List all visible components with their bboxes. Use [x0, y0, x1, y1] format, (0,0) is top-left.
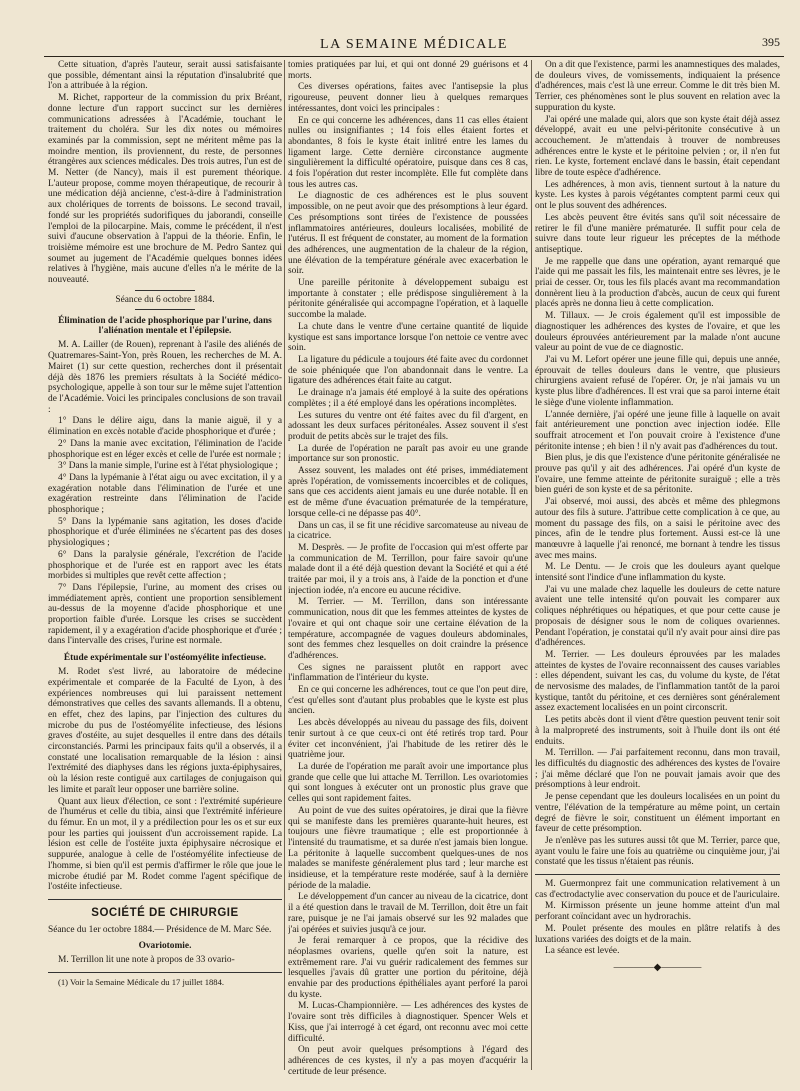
page-header — [44, 34, 784, 57]
paragraph: L'année dernière, j'ai opéré une jeune fille à laquelle on avait fait antérieurement une ponction avec injection iodée. Elle souffrait atrocement et l'on pouvait croire à l'existence d'une péritonite intense ; eh bien ! il n'y avait pas d'adhérences du tout. — [535, 409, 780, 452]
paragraph: La ligature du pédicule a toujours été faite avec du cordonnet de soie phéniquée que l'on abandonnait dans le ventre. La ligature des adhérences était faite au catgut. — [288, 354, 528, 387]
column-divider — [284, 60, 285, 1070]
paragraph: Je pense cependant que les douleurs localisées en un point du ventre, l'élévation de la température au même point, un certain degré de fièvre le soir, constituent un élément important en faveur de cette présomption. — [535, 792, 780, 835]
separator — [135, 309, 195, 310]
paragraph: Assez souvent, les malades ont été prises, immédiatement après l'opération, de vomissements incoercibles et de coliques, sans que ces accidents aient jamais eu une durée notable. Il en est de même d'une évacuation prématurée de la température, lorsque celle-ci ne dépasse pas 40°. — [288, 466, 528, 519]
column-2 — [288, 60, 528, 1080]
conclusion-item: 7° Dans l'épilepsie, l'urine, au moment des crises ou immédiatement après, contient une proportion sensiblement au-dessus de la moyenne d'acide phosphorique et une proportion faible d'urée. Lorsque les crises se succèdent rapidement, il y a exagération d'acide phosphorique et d'urée ; dans l'intervalle des crises, l'urine est normale. — [48, 582, 282, 647]
conclusion-item: 5° Dans la lypémanie sans agitation, les doses d'acide phosphorique et d'urée éliminées ne s'écartent pas des doses physiologiques ; — [48, 516, 282, 549]
paragraph-lucas-championniere: M. Lucas-Championnière. — Les adhérences des kystes de l'ovaire sont très difficiles à diagnostiquer. Spencer Wels et Kiss, que j'ai interrogé à cet égard, ont reconnu avec moi cette difficulté. — [288, 1001, 528, 1044]
conclusion-item: 2° Dans la manie avec excitation, l'élimination de l'acide phosphorique est en léger excès et celle de l'urée est normale ; — [48, 438, 282, 460]
paragraph: J'ai vu M. Lefort opérer une jeune fille qui, depuis une année, éprouvait de telles douleurs dans le ventre, que plusieurs chirurgiens avaient refusé de l'opérer. Or, je n'ai jamais vu un kyste plus libre d'adhérences. Il est vrai que sa paroi interne était le siège d'une violente inflammation. — [535, 354, 780, 408]
paragraph: La chute dans le ventre d'une certaine quantité de liquide kystique est sans importance lorsque l'on nettoie ce ventre avec soin. — [288, 321, 528, 354]
paragraph-guermonprez: M. Guermonprez fait une communication relativement à un cas d'ectrodactylie avec conservation du pouce et de l'auriculaire. — [535, 879, 780, 900]
paragraph: On a dit que l'existence, parmi les anamnestiques des malades, de douleurs vives, de vomissements, indiquaient la présence d'adhérences, mais c'est là une erreur. Comme le dit très bien M. Terrier, ces phénomènes sont le plus souvent en relation avec la suppuration du kyste. — [535, 60, 780, 113]
paragraph: J'ai observé, moi aussi, des abcès et même des phlegmons autour des fils à suture. J'attribue cette complication à ce que, au moment du passage des fils, on a saisi le péritoine avec des pinces, afin de le tendre plus fortement. Aussi est-ce là une manœuvre à laquelle j'ai renoncé, me bornant à tendre les tissus avec mes mains. — [535, 497, 780, 561]
separator — [535, 874, 780, 875]
paragraph-terrillon: M. Terrillon. — J'ai parfaitement reconnu, dans mon travail, les difficultés du diagnostic des adhérences des kystes de l'ovaire ; j'ai même déclaré que l'on ne pouvait jamais avoir que des présomptions à leur endroit. — [535, 748, 780, 791]
journal-title: LA SEMAINE MÉDICALE — [320, 37, 508, 52]
footnote: (1) Voir la Semaine Médicale du 17 juillet 1884. — [58, 977, 225, 988]
paragraph-tillaux: M. Tillaux. — Je crois également qu'il est impossible de diagnostiquer les adhérences des kystes de l'ovaire, et que les douleurs éprouvées antérieurement par la malade n'ont aucune valeur au point de vue de ce diagnostic. — [535, 311, 780, 354]
page-number: 395 — [762, 35, 780, 49]
paragraph: Au point de vue des suites opératoires, je dirai que la fièvre qui se manifeste dans les premières quarante-huit heures, est toujours une fièvre traumatique ; elle est proportionnée à l'intensité du traumatisme, et sa durée n'est jamais bien longue. La péritonite à laquelle succombent quelques-unes de nos malades se manifeste généralement plus tard ; leur marche est insidieuse, et la température reste modérée, sauf à la dernière période de la maladie. — [288, 805, 528, 891]
column-3 — [535, 60, 780, 1080]
paragraph: La durée de l'opération me paraît avoir une importance plus grande que celle que lui attache M. Terrillon. Les ovariotomies qui sont longues à exécuter ont un pronostic plus grave que celles qui sont rapidement faites. — [288, 762, 528, 805]
paragraph: Les sutures du ventre ont été faites avec du fil d'argent, en adossant les deux surfaces péritonéales. Assez souvent il s'est produit de petits abcès sur le trajet des fils. — [288, 410, 528, 442]
section-heading-osteomyelitis: Étude expérimentale sur l'ostéomyélite infectieuse. — [63, 653, 267, 664]
paragraph-lailler: M. A. Lailler (de Rouen), reprenant à l'asile des aliénés de Quatremares-Saint-Yon, près Rouen, les recherches de M. A. Mairet (1) sur cette question, recherches dont il présentait déjà dès 1876 les premiers résultats à la Société médico-psychologique, appelle à son tour sur le même sujet l'attention de l'Académie. Voici les principales conclusions de son travail : — [48, 340, 282, 415]
paragraph: Le développement d'un cancer au niveau de la cicatrice, dont il a été question dans le travail de M. Terrillon, doit être un fait rare, puisque je ne l'ai jamais observé sur les 92 malades que j'ai opérées et suivies jusqu'à ce jour. — [288, 892, 528, 935]
session-date: Séance du 6 octobre 1884. — [115, 294, 215, 305]
conclusion-item: 6° Dans la paralysie générale, l'excrétion de l'acide phosphorique et de l'urée est en rapport avec les états morbides si multiples que revêt cette affection ; — [48, 549, 282, 582]
paragraph: Ces diverses opérations, faites avec l'antisepsie la plus rigoureuse, peuvent donner lieu à quelques remarques intéressantes, dont voici les principales : — [288, 82, 528, 114]
paragraph: Les abcès développés au niveau du passage des fils, doivent tenir surtout à ce que ceux-ci ont été retirés trop tard. Pour éviter cet inconvénient, j'ai l'habitude de les retirer dès le quatrième jour. — [288, 718, 528, 761]
separator — [135, 290, 195, 291]
society-banner: SOCIÉTÉ DE CHIRURGIE — [91, 906, 239, 919]
paragraph-terrier: M. Terrier. — M. Terrillon, dans son intéressante communication, nous dit que les femmes atteintes de kystes de l'ovaire et qui ont chaque soir une certaine élévation de la température, accompagnée de vagues douleurs abdominales, sont des femmes chez lesquelles on doit craindre la présence d'adhérences. — [288, 597, 528, 661]
conclusion-item: 1° Dans le délire aigu, dans la manie aiguë, il y a élimination en excès notable d'acide phosphorique et d'urée ; — [48, 416, 282, 438]
paragraph: Une pareille péritonite à développement subaigu est importante à constater ; elle prédispose singulièrement à la péritonite généralisée qui accompagne l'opération, et à laquelle succombe la malade. — [288, 278, 528, 321]
paragraph: En ce qui concerne les adhérences, dans 11 cas elles étaient nulles ou insignifiantes ; 14 fois elles étaient fortes et abondantes, 8 fois le kyste était inlitré entre les lames du ligament large. Cette dernière circonstance augmente singulièrement la difficulté opératoire, puisque dans ces 8 cas, 4 fois l'opération dut rester incomplète. Elle fut complète dans tous les autres cas. — [288, 115, 528, 190]
column-divider — [531, 60, 532, 1070]
paragraph: Les abcès peuvent être évités sans qu'il soit nécessaire de retirer le fil d'une manière prématurée. Il suffit pour cela de suivre dans toute leur rigueur les préceptes de la méthode antiseptique. — [535, 212, 780, 255]
paragraph: J'ai vu une malade chez laquelle les douleurs de cette nature avaient une telle intensité qu'on pouvait les comparer aux coliques néphrétiques ou hépatiques, et que pour cette cause je proposais de désigner sous le nom de coliques ovariennes. Pendant l'opération, je constatai qu'il n'y avait pour ainsi dire pas d'adhérences. — [535, 584, 780, 649]
paragraph-despres: M. Desprès. — Je profite de l'occasion qui m'est offerte par la communication de M. Terrillon, pour faire savoir qu'une malade dont il a été déjà question devant la Société et qui a été traitée par moi, il y a trois ans, à l'aide de la ponction et d'une injection iodée, n'a encore eu aucune récidive. — [288, 542, 528, 596]
paragraph: Ces signes ne paraissent plutôt en rapport avec l'inflammation de l'intérieur du kyste. — [288, 662, 528, 684]
paragraph-kirmisson: M. Kirmisson présente un jeune homme atteint d'un mal perforant coïncidant avec un hydrorachis. — [535, 901, 780, 923]
section-heading-phosphoric-acid: Élimination de l'acide phosphorique par l'urine, dans l'aliénation mentale et l'épilepsie. — [58, 316, 272, 337]
paragraph: Je me rappelle que dans une opération, ayant remarqué que l'aide qui me passait les fils, les maintenait entre ses lèvres, je le priai de cesser. Or, tous les fils placés avant ma recommandation donnèrent lieu à la production d'abcès, aucun de ceux qui furent placés après ne donna lieu à cette complication. — [535, 256, 780, 310]
paragraph-terrillon: M. Terrillon lit une note à propos de 33 ovario- — [58, 955, 235, 966]
footnote-rule — [48, 972, 282, 973]
paragraph: J'ai opéré une malade qui, alors que son kyste était déjà assez développé, avait eu une pelvi-péritonite consécutive à un accouchement. Je m'attendais à trouver de nombreuses adhérences entre le kyste et le péritoine pelvien ; or, il n'en fut rien. Le kyste, fortement enclavé dans le bassin, était cependant libre de toute espèce d'adhérence. — [535, 114, 780, 179]
paragraph: Je n'enlève pas les sutures aussi tôt que M. Terrier, parce que, ayant voulu le faire une fois au quatrième ou cinquième jour, j'ai constaté que les tissus n'étaient pas réunis. — [535, 835, 780, 868]
section-heading-ovariotomy: Ovariotomie. — [138, 941, 192, 952]
separator — [48, 899, 282, 900]
closing-line: La séance est levée. — [545, 946, 620, 957]
paragraph: Le diagnostic de ces adhérences est le plus souvent impossible, on ne peut avoir que des présomptions à leur égard. Ces présomptions sont tirées de l'existence de poussées inflammatoires antérieures, douleurs localisées, mobilité de l'utérus. Il est fréquent de constater, au moment de la formation des adhérences, une augmentation de la chaleur de la région, une élévation de la température générale avec exacerbation le soir. — [288, 191, 528, 277]
paragraph-terrier: M. Terrier. — Les douleurs éprouvées par les malades atteintes de kystes de l'ovaire reconnaissent des causes variables : elles dépendent, suivant les cas, du volume du kyste, de l'état de nervosisme des malades, de l'inflammation tantôt de la paroi kystique, tantôt du péritoine, et ces dernières sont généralement assez exactement localisées en un point circonscrit. — [535, 649, 780, 714]
session-line: Séance du 1er octobre 1884.— Présidence de M. Marc Sée. — [48, 924, 272, 935]
paragraph-rodet: M. Rodet s'est livré, au laboratoire de médecine expérimentale et comparée de la Faculté de Lyon, à des expériences nombreuses qui lui paraissent nettement démonstratives que celles des savants allemands. Il a obtenu, en effet, chez des lapins, par l'injection des cultures du microbe du pus de l'ostéomyélite infectieuse, des lésions graves d'ostéite, au sujet desquelles il entre dans des détails circonstanciés. Parmi les principaux faits qu'il a observés, il a constaté une localisation remarquable de la lésion : ainsi l'extrémité des diaphyses dans les régions juxta-épiphysaires, où la lésion reste contiguë aux cartilages de conjugaison qui les limite et paraît leur opposer une barrière soline. — [48, 667, 282, 795]
paragraph: Cette situation, d'après l'auteur, serait aussi satisfaisante que possible, démentant ainsi la réputation d'insalubrité que l'on a attribuée à la région. — [48, 60, 282, 92]
paragraph: Dans un cas, il se fit une récidive sarcomateuse au niveau de la cicatrice. — [288, 520, 528, 542]
end-ornament: ————◆———— — [613, 961, 702, 973]
paragraph: Bien plus, je dis que l'existence d'une péritonite généralisée ne prouve pas qu'il y ait des adhérences. J'ai opéré d'un kyste de l'ovaire, une femme atteinte de péritonite suraiguë ; elle a très bien guéri de son kyste et de sa péritonite. — [535, 453, 780, 496]
paragraph: Les adhérences, à mon avis, tiennent surtout à la nature du kyste. Les kystes à parois végétantes comptent parmi ceux qui ont le plus souvent des adhérences. — [535, 179, 780, 212]
conclusion-item: 4° Dans la lypémanie à l'état aigu ou avec excitation, il y a exagération notable dans l'élimination de l'urée et une exagération restreinte dans l'élimination de l'acide phosphorique ; — [48, 472, 282, 516]
paragraph: On peut avoir quelques présomptions à l'égard des adhérences de ces kystes, il n'y a pas moyen d'acquérir la certitude de leur présence. — [288, 1045, 528, 1077]
paragraph: Le drainage n'a jamais été employé à la suite des opérations complètes ; il a été employé dans les opérations incomplètes. — [288, 388, 528, 409]
paragraph: Les petits abcès dont il vient d'être question peuvent tenir soit à la malpropreté des instruments, soit à l'huile dont ils ont été enduits. — [535, 715, 780, 747]
conclusion-item: 3° Dans la manie simple, l'urine est à l'état physiologique ; — [58, 461, 278, 472]
paragraph: En ce qui concerne les adhérences, tout ce que l'on peut dire, c'est qu'elles sont d'autant plus probables que le kyste est plus ancien. — [288, 685, 528, 717]
paragraph-le-dentu: M. Le Dentu. — Je crois que les douleurs ayant quelque intensité sont l'indice d'une inflammation du kyste. — [535, 562, 780, 584]
paragraph: La durée de l'opération ne paraît pas avoir eu une grande importance sur son pronostic. — [288, 443, 528, 465]
paragraph: Quant aux lieux d'élection, ce sont : l'extrémité supérieure de l'humérus et celle du tibia, ainsi que l'extrémité inférieure du fémur. En un mot, il y a prédilection pour les os et sur eux pour les parties qui jouissent d'un accroissement rapide. La lésion est celle de l'ostéite juxta épiphysaire nécrosique et suppurée, analogue à celle de l'ostéomyélite infectieuse de l'homme, si bien qu'il est permis d'affirmer le rôle que joue le microbe étudié par M. Rodet comme l'agent spécifique de l'ostéite infectieuse. — [48, 796, 282, 893]
paragraph-richet-report: M. Richet, rapporteur de la commission du prix Bréant, donne lecture d'un rapport succinct sur les dernières communications adressées à l'Académie, touchant le traitement du choléra. Sur les dix notes ou mémoires examinés par la commission, sept ne méritent même pas la moindre mention, ils proviennent, du reste, de personnes étrangères aux sciences médicales. Des trois autres, l'un est de M. Netter (de Nancy), mais il est purement théorique. L'auteur propose, comme moyen thérapeutique, de recourir à une médication déjà ancienne, c'est-à-dire à l'administration aux cholériques de torrents de boissons. Le second travail, fondé sur les propriétés sudorifiques du jaborandi, conseille l'emploi de la pilocarpine. Mais, comme le précédent, il n'est suivi d'aucune observation à l'appui de la théorie. Enfin, le troisième mémoire est une brochure de M. Pedro Santez qui soumet au jugement de l'Académie quelques bonnes idées relatives à l'hygiène, mais aucune d'elles n'a le mérite de la nouveauté. — [48, 93, 282, 286]
paragraph-poulet: M. Poulet présente des moules en plâtre relatifs à des luxations variées des doigts et de la main. — [535, 923, 780, 945]
paragraph: tomies pratiquées par lui, et qui ont donné 29 guérisons et 4 morts. — [288, 60, 528, 81]
paragraph: Je ferai remarquer à ce propos, que la récidive des néoplasmes ovariens, quelle qu'en soit la nature, est extrêmement rare. J'ai vu guérir radicalement des femmes sur lesquelles j'avais dû gratter une portion du péritoine, déjà envahie par des productions épithéliales ayant perforé la paroi du kyste. — [288, 936, 528, 1000]
column-1 — [48, 60, 282, 1080]
